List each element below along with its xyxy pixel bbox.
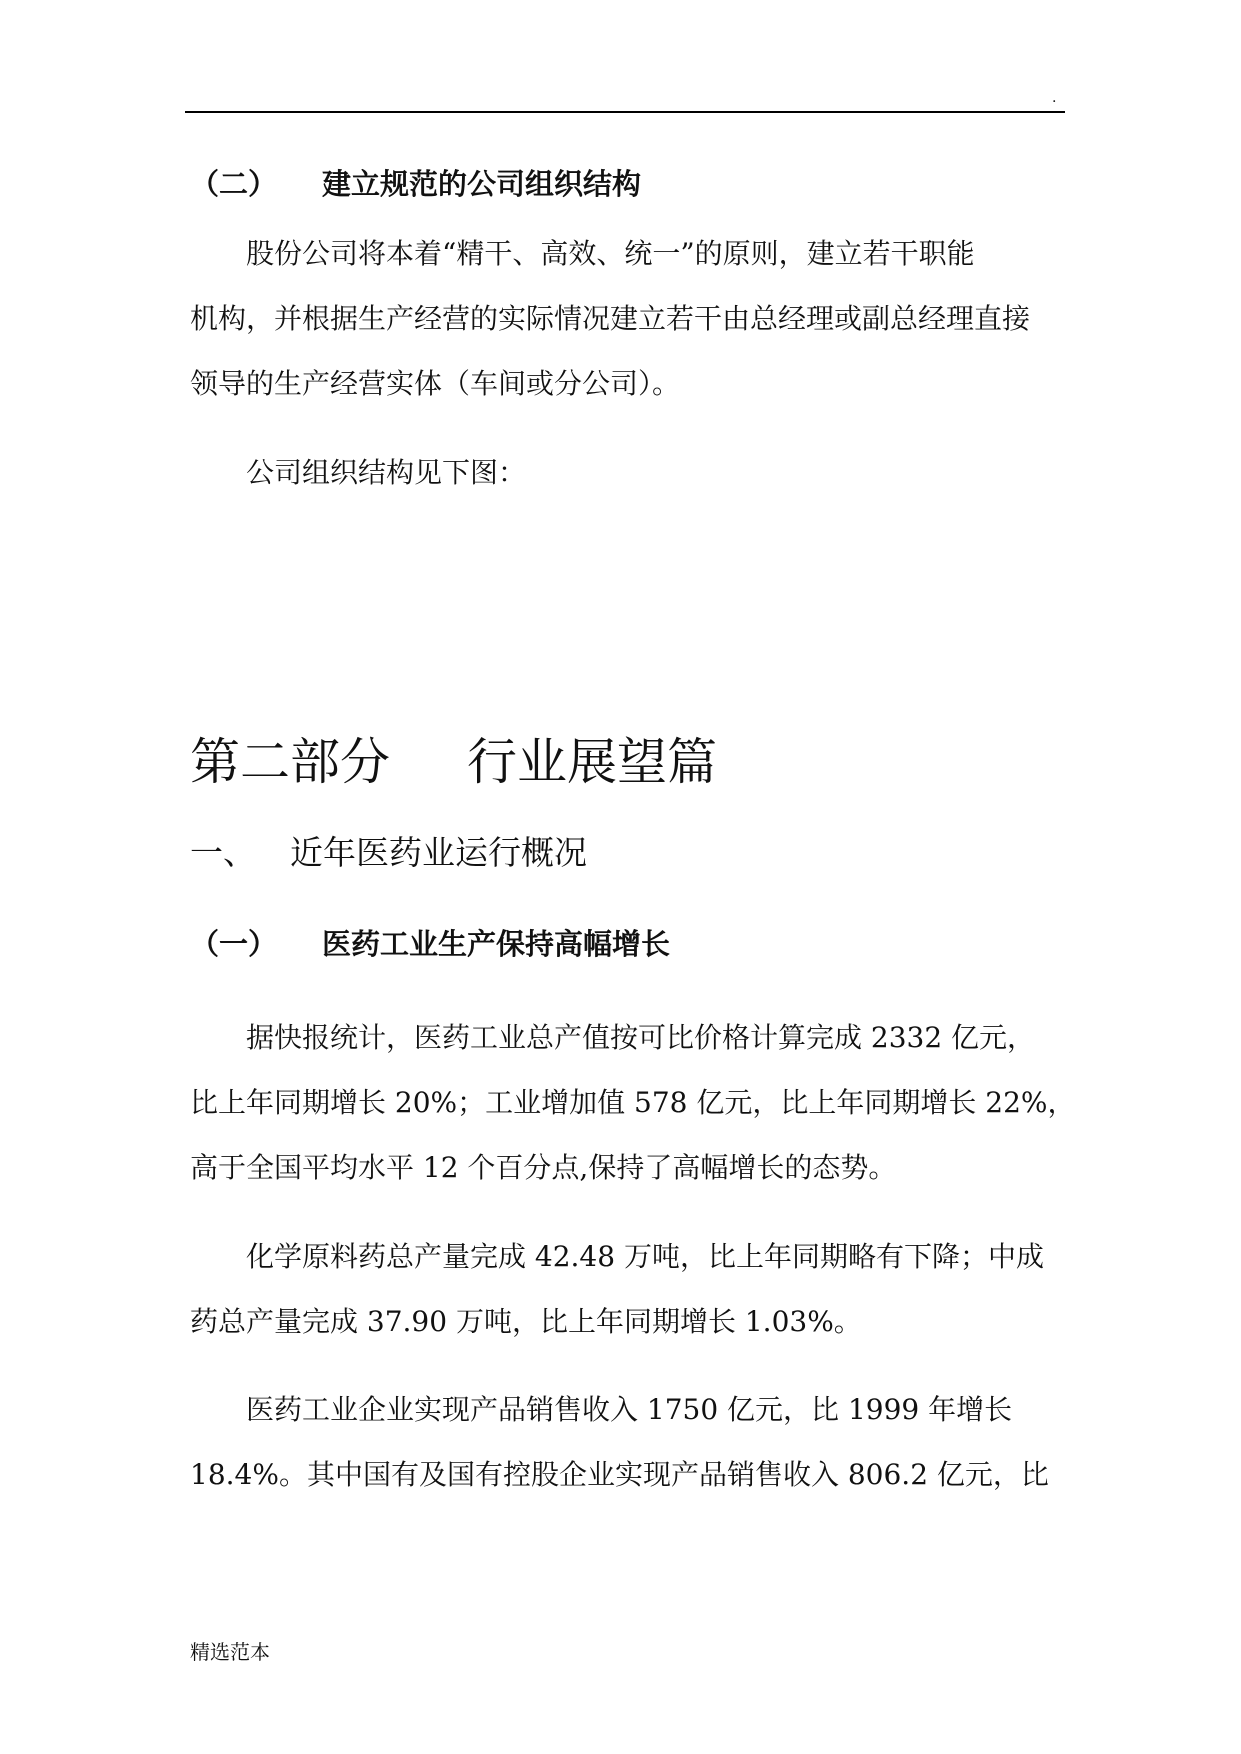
part-2-name: 行业展望篇: [467, 733, 717, 791]
paragraph-line: 18.4%。其中国有及国有控股企业实现产品销售收入 806.2 亿元，比: [190, 1458, 1049, 1491]
paragraph-line: 化学原料药总产量完成 42.48 万吨，比上年同期略有下降；中成: [246, 1240, 1044, 1273]
paragraph-line: 据快报统计，医药工业总产值按可比价格计算完成 2332 亿元，: [246, 1021, 1036, 1054]
chapter-1-number: 一、: [190, 833, 256, 872]
part-2-title: [190, 722, 717, 794]
paragraph-line: 医药工业企业实现产品销售收入 1750 亿元，比 1999 年增长: [246, 1393, 1013, 1426]
paragraph-line: 公司组织结构见下图：: [246, 456, 527, 489]
section-2-number: （二）: [190, 167, 278, 201]
paragraph-line: 高于全国平均水平 12 个百分点,保持了高幅增长的态势。: [190, 1151, 897, 1184]
paragraph-line: 股份公司将本着“精干、高效、统一”的原则，建立若干职能: [246, 237, 975, 270]
section-1-paragraph-2: [190, 1224, 1060, 1354]
header-rule: [185, 111, 1065, 113]
header-mark: .: [1052, 90, 1057, 106]
section-1-heading: [190, 922, 670, 963]
section-1-number: （一）: [190, 927, 278, 961]
section-2-title: 建立规范的公司组织结构: [322, 167, 642, 201]
paragraph-line: 比上年同期增长 20%；工业增加值 578 亿元，比上年同期增长 22%，: [190, 1086, 1076, 1119]
footer-label: 精选范本: [190, 1640, 270, 1664]
chapter-1-heading: [190, 827, 587, 874]
paragraph-line: 机构，并根据生产经营的实际情况建立若干由总经理或副总经理直接: [190, 302, 1031, 335]
section-2-heading: [190, 162, 641, 203]
paragraph-line: 领导的生产经营实体（车间或分公司）。: [190, 367, 681, 400]
section-2-paragraph-1: [190, 221, 1060, 416]
section-1-paragraph-1: [190, 1005, 1076, 1200]
section-2-paragraph-2: [190, 440, 1060, 505]
section-1-title: 医药工业生产保持高幅增长: [322, 927, 671, 961]
section-1-paragraph-3: [190, 1377, 1060, 1507]
part-2-number: 第二部分: [190, 733, 390, 791]
chapter-1-title: 近年医药业运行概况: [290, 833, 587, 872]
paragraph-line: 药总产量完成 37.90 万吨，比上年同期增长 1.03%。: [190, 1305, 862, 1338]
